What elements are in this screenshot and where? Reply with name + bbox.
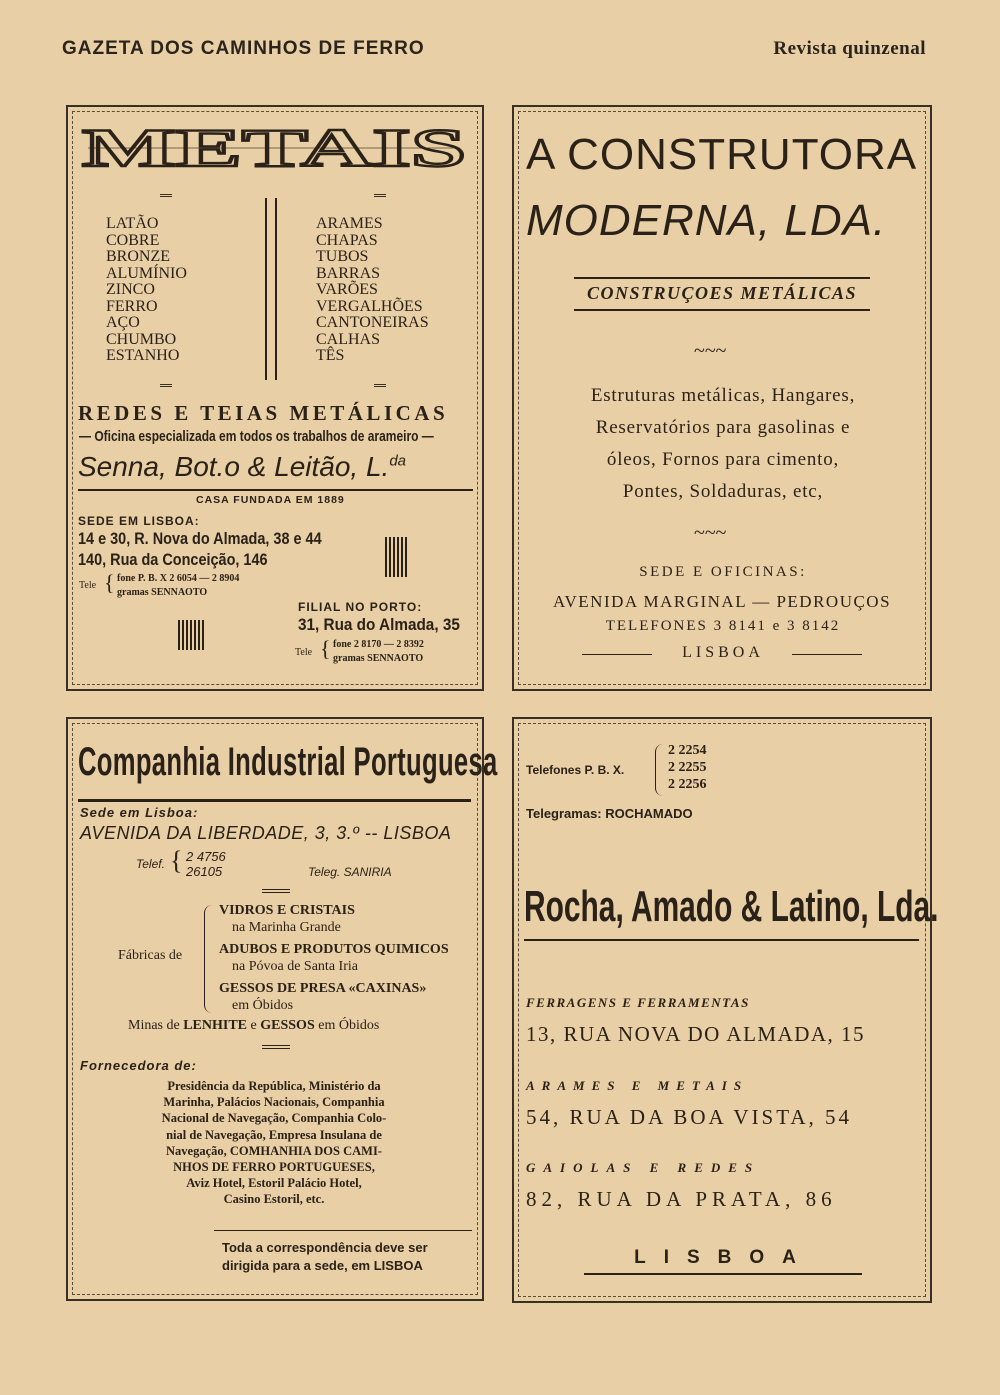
subline: — Oficina especializada em todos os trabalhos de arameiro — (79, 428, 434, 445)
headline: REDES E TEIAS METÁLICAS (78, 401, 449, 425)
cip-telef-label: Telef. (136, 857, 165, 871)
sede-label: SEDE EM LISBOA: (78, 514, 200, 528)
list-item: COBRE (106, 231, 160, 249)
brace: { (170, 846, 183, 875)
cip-clients: Presidência da República, Ministério da Marinha, Palácios Nacionais, Companhia Nacional de Navegação, Companhia Colo- nial de Navegação, Empresa Insulana de Navegação, COMHANHIA DOS CAMI- NHOS DE FERRO PORTUGUESES, Aviz Hotel, Estoril Palácio Hotel, Casino Estoril, etc. (161, 1079, 387, 1207)
divider (160, 194, 172, 197)
cip-footer-1: Toda a correspondência deve ser (222, 1240, 428, 1255)
rule (262, 1045, 290, 1046)
rocha-section-label: GAIOLAS E REDES (526, 1160, 761, 1175)
divider (160, 384, 172, 387)
metais-title-text: METAIS (82, 122, 466, 174)
divider (374, 384, 386, 387)
filial-phone: fone 2 8170 — 2 8392 (333, 639, 424, 650)
list-item: ARAMES (316, 215, 383, 232)
rule (584, 1273, 862, 1275)
ornament (178, 620, 204, 650)
cip-sede-label: Sede em Lisboa: (80, 805, 199, 820)
column-divider (265, 198, 277, 380)
metals-list-left (106, 216, 234, 365)
list-item: TÊS (316, 347, 345, 364)
list-item: LATÃO (106, 215, 159, 232)
filial-telegram: gramas SENNAOTO (333, 653, 424, 664)
metals-list-right (316, 216, 443, 365)
rocha-phones: 2 2254 2 2255 2 2256 (668, 743, 707, 792)
rocha-section-address: 13, RUA NOVA DO ALMADA, 15 (526, 1022, 866, 1046)
rule (262, 892, 290, 893)
ornament: ~~~ (694, 340, 727, 362)
list-item: AÇO (106, 314, 140, 331)
construtora-body: Estruturas metálicas, Hangares, Reservatórios para gasolinas e óleos, Fornos para cimento, Pontes, Soldaduras, etc, (590, 385, 856, 502)
tele-label: Tele (79, 580, 97, 591)
rule (524, 939, 919, 941)
rocha-section-address: 82, RUA DA PRATA, 86 (526, 1187, 837, 1211)
list-item: ESTANHO (106, 347, 180, 364)
construtora-phones: TELEFONES 3 8141 e 3 8142 (605, 618, 841, 634)
list-item: CALHAS (316, 330, 381, 348)
construtora-title-1: A CONSTRUTORA (526, 130, 918, 179)
list-item: ALUMÍNIO (106, 264, 187, 282)
list-item: TUBOS (316, 248, 369, 265)
cip-fornecedora-label: Fornecedora de: (80, 1058, 197, 1073)
factory-name: GESSOS DE PRESA «CAXINAS» (219, 981, 427, 996)
metais-title (78, 122, 470, 174)
factory-place: em Óbidos (232, 998, 294, 1013)
sede-phone: fone P. B. X 2 6054 — 2 8904 (117, 573, 240, 584)
brace (655, 744, 663, 796)
list-item: ZINCO (106, 281, 155, 298)
factory-name: ADUBOS E PRODUTOS QUIMICOS (219, 942, 449, 957)
founded: CASA FUNDADA EM 1889 (196, 494, 345, 506)
rule (262, 889, 290, 890)
construtora-title-2: MODERNA, LDA. (526, 196, 887, 245)
list-item: CHAPAS (316, 231, 378, 249)
list-item: BARRAS (316, 264, 381, 282)
tele-label: Tele (295, 647, 313, 658)
brace: { (320, 636, 331, 661)
rocha-telefones-label: Telefones P. B. X. (526, 763, 625, 777)
ornament: ~~~ (694, 522, 727, 544)
journal-subtitle: Revista quinzenal (773, 38, 926, 59)
divider (374, 194, 386, 197)
construtora-sede-label: SEDE E OFICINAS: (639, 564, 807, 580)
cip-footer-2: dirigida para a sede, em LISBOA (222, 1258, 423, 1273)
factory-name: VIDROS E CRISTAIS (219, 903, 355, 918)
brace: { (104, 570, 115, 595)
cip-phone-2: 26105 (186, 864, 223, 879)
rule (574, 277, 870, 279)
construtora-subtitle: CONSTRUÇOES METÁLICAS (586, 283, 858, 303)
rocha-telegramas: Telegramas: ROCHAMADO (526, 806, 693, 821)
cip-fabricas-label: Fábricas de (118, 948, 183, 963)
list-item: CANTONEIRAS (316, 314, 429, 331)
rocha-section-label: ARAMES E METAIS (526, 1078, 749, 1093)
sede-telegram: gramas SENNAOTO (117, 587, 208, 598)
rocha-city: LISBOA (634, 1247, 814, 1268)
list-item: VERGALHÕES (316, 297, 423, 315)
sede-address-2: 140, Rua da Conceição, 146 (78, 550, 268, 569)
cip-address: AVENIDA DA LIBERDADE, 3, 3.º -- LISBOA (80, 823, 452, 843)
journal-title: GAZETA DOS CAMINHOS DE FERRO (62, 38, 425, 59)
rule (792, 654, 862, 655)
ornament (385, 537, 407, 577)
construtora-city: LISBOA (682, 644, 764, 661)
factory-place: na Marinha Grande (232, 920, 341, 935)
list-item: CHUMBO (106, 330, 177, 348)
rocha-section-address: 54, RUA DA BOA VISTA, 54 (526, 1105, 853, 1129)
rule (78, 799, 471, 802)
list-item: VARÕES (316, 281, 378, 298)
company-name: Senna, Bot.o & Leitão, L.$^{da}$ (78, 451, 407, 482)
filial-address: 31, Rua do Almada, 35 (298, 615, 460, 634)
cip-title: Companhia Industrial Portuguesa (78, 740, 498, 784)
factory-place: na Póvoa de Santa Iria (232, 959, 358, 974)
brace (204, 905, 212, 1013)
rule (214, 1230, 472, 1231)
cip-minas: Minas de LENHITE e GESSOS em Óbidos (128, 1018, 380, 1033)
list-item: FERRO (106, 297, 158, 315)
sede-address-1: 14 e 30, R. Nova do Almada, 38 e 44 (78, 529, 322, 548)
cip-phone-1: 2 4756 (186, 849, 226, 864)
cip-telegram: Teleg. SANIRIA (308, 865, 392, 879)
filial-label: FILIAL NO PORTO: (298, 600, 423, 614)
list-item: BRONZE (106, 248, 170, 265)
rule (574, 309, 870, 311)
rocha-section-label: FERRAGENS E FERRAMENTAS (526, 995, 750, 1010)
rule (262, 1048, 290, 1049)
rule (78, 489, 473, 491)
rocha-title: Rocha, Amado & Latino, Lda. (524, 882, 939, 931)
construtora-address: AVENIDA MARGINAL — PEDROUÇOS (552, 592, 892, 611)
